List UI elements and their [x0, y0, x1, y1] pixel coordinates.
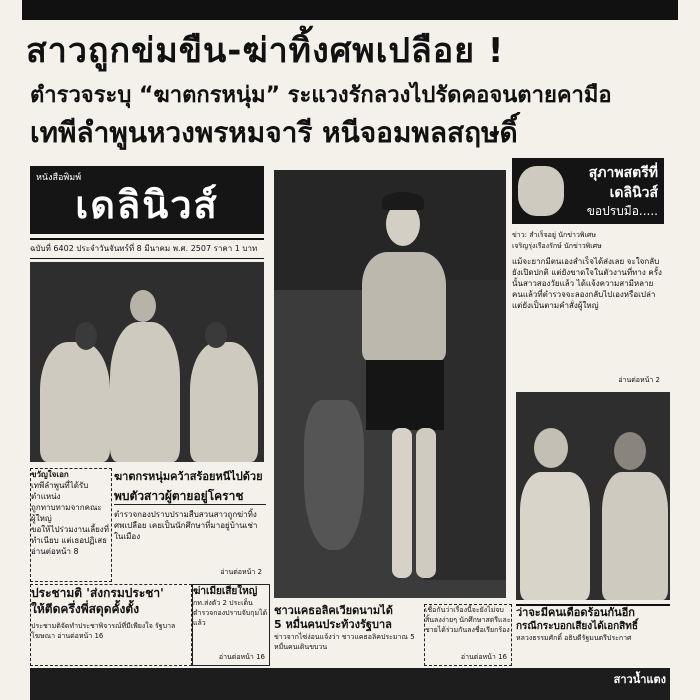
ad-line-3: ขอปรบมือ.....: [586, 204, 658, 218]
center-right-continued: อ่านต่อหน้า 16: [460, 653, 507, 661]
issue-line: ฉบับที่ 6402 ประจำวันจันทร์ที่ 8 มีนาคม พ.ศ. 2507 ราคา 1 บาท: [30, 238, 264, 259]
photo-three-people: [30, 262, 264, 462]
caption-line: ขวัญใจเอก: [31, 470, 69, 479]
caption-line: ขอให้ไปร่วมงานเลี้ยงที่: [31, 525, 109, 534]
bottom-strip: [30, 668, 670, 700]
center-bottom-headline-1: ชาวแคธอลิคเวียดนามได้: [274, 604, 393, 617]
caption-box: [30, 468, 112, 582]
photo-woman-standing: [274, 170, 506, 598]
bottom-left-headline-1: ประชามติ 'ส่งกรมประชา': [31, 586, 164, 600]
byline-1: ข่าว: สำเร็จอยู่ นักข่าวพิเศษ: [512, 231, 596, 239]
bottom-left-small-continued: อ่านต่อหน้า 16: [218, 653, 265, 661]
left-news-continued: อ่านต่อหน้า 2: [220, 568, 262, 576]
masthead-small-label: หนังสือพิมพ์: [36, 173, 82, 183]
center-bottom-headline-2: 5 หมื่นคนประท้วงรัฐบาล: [274, 618, 392, 631]
third-headline: เทพีลำพูนหวงพรหมจารี หนีจอมพลสฤษดิ์: [30, 116, 518, 149]
center-bottom-body: ข่าวจากไซ่ง่อนแจ้งว่า ชาวแคธอลิคประมาณ 5 หมื่นคนเดินขบวน: [274, 633, 415, 651]
ad-line-2: เดลินิวส์: [609, 185, 658, 201]
caption-line: ถูกทาบทามจากคณะผู้ใหญ่: [31, 503, 102, 523]
bottom-right-story: [516, 604, 670, 664]
hand-icon: [518, 166, 564, 216]
masthead-title: เดลินิวส์: [75, 183, 219, 227]
bottom-right-headline-1: ว่าจะมีคนเดือดร้อนกันอีก: [516, 604, 670, 620]
bottom-left-body: ประชามติจัดทำประชาพิจารณ์ที่มีเพียงใจ รัฐบาลโฆษณา อ่านต่อหน้า 16: [31, 622, 176, 640]
center-bottom-story: [274, 604, 420, 664]
bottom-right-body: หลวงธรรมศักดิ์ อธิบดีรัฐมนตรีประกาศ: [516, 634, 632, 642]
masthead: [30, 166, 264, 234]
left-news-subhead: พบตัวสาวผู้ตายอยู่โคราช: [114, 488, 266, 505]
right-column-body: แม้จะยากมีตนเองสำเร็จได้ส่งเลย จะใจกลับยังเปิดปกติ แต่ยังขาดใจในตัวงานที่ทาง ครั้งนั้นสาวสองวัยแล้ว ได้แจ้งความสามีหลายคนแล้วที่ตำรวจจะลองกลับไปเองหรือเปล่าแต่ยังเป็นตามคำสั่งผู้ใหญ่: [512, 257, 662, 310]
photo-two-men: [516, 392, 670, 600]
left-news-story: [114, 470, 266, 580]
ad-line-1: สุภาพสตรีที่: [588, 165, 658, 181]
bottom-left-small-story: [192, 584, 270, 666]
byline-2: เจริญรุ่งเรืองรักษ์ นักข่าวพิเศษ: [512, 242, 602, 250]
caption-line: ทำเนียบ แต่เธอปฏิเสธ: [31, 536, 107, 545]
bottom-left-headline-2: ให้ตีดครึ่งพี่สดุดคั้งตั้ง: [31, 602, 140, 616]
sub-headline: ตำรวจระบุ “ฆาตกรหนุ่ม” ระแวงรักลวงไปรัดคอจนตายคามือ: [30, 83, 612, 108]
left-news-body: ตำรวจกองปราบปรามสืบสวนสาวถูกฆ่าทิ้งศพเปลือย เคยเป็นนักศึกษาที่มาอยู่บ้านเช่าในเมือง: [114, 510, 258, 541]
center-right-body: เชื่อกันว่าเรื่องนี้จะยังไม่จบสิ้นลงง่ายๆ นักศึกษาสตรีและชายได้ร่วมกันลงชื่อเรียกร้อง: [425, 606, 511, 634]
caption-line: อ่านต่อหน้า 8: [31, 547, 79, 556]
top-banner-strip: [22, 0, 678, 20]
right-news-column: [512, 230, 664, 388]
bottom-left-small-body: กท.ส่งตัว 2 ประเด็น ตำรวจกองปราบจับกุมได้แล้ว: [193, 599, 268, 627]
center-right-box: [424, 604, 512, 666]
caption-line: เทพีลำพูนที่ได้รับตำแหน่ง: [31, 481, 89, 501]
main-headline: สาวถูกข่มขืน-ฆ่าทิ้งศพเปลือย !: [26, 31, 505, 71]
ad-block: [512, 158, 664, 224]
right-column-continued: อ่านต่อหน้า 2: [618, 376, 660, 384]
bottom-left-story: [30, 584, 192, 666]
left-news-headline: ฆาตกรหนุ่มคว้าสร้อยหนีไปด้วย: [114, 470, 263, 483]
corner-label: สาวน้ำแตง: [613, 673, 666, 686]
bottom-right-headline-2: กรณีกระบอกเสียงได้เอกสิทธิ์: [516, 621, 638, 632]
bottom-left-small-headline: ฆ่าเมียเสี่ยใหญ่: [193, 586, 258, 597]
